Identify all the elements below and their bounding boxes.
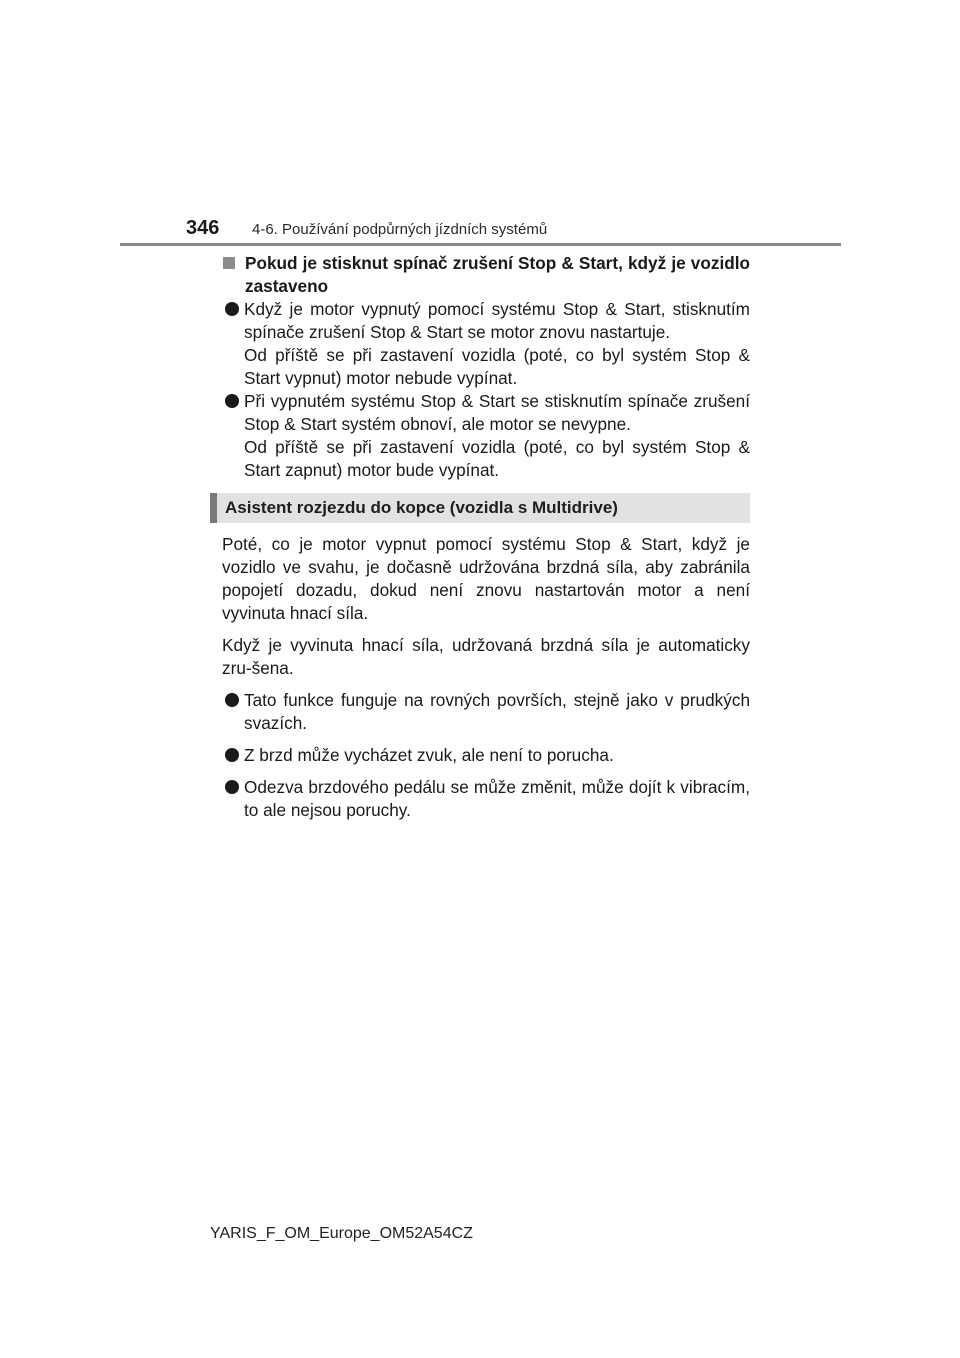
section-title-bar bbox=[210, 493, 750, 523]
list-item-text: Když je motor vypnutý pomocí systému Stop & Start, stisknutím spínače zrušení Stop & Start se motor znovu nastartuje. bbox=[244, 299, 750, 342]
bullet-icon bbox=[225, 693, 239, 707]
list-item-text: Odezva brzdového pedálu se může změnit, může dojít k vibracím, to ale nejsou poruchy. bbox=[244, 777, 750, 820]
list-item-text: Z brzd může vycházet zvuk, ale není to porucha. bbox=[244, 745, 614, 765]
list-item bbox=[222, 689, 750, 735]
document-code: YARIS_F_OM_Europe_OM52A54CZ bbox=[210, 1225, 473, 1242]
list-item-text: Tato funkce funguje na rovných površích, stejně jako v prudkých svazích. bbox=[244, 690, 750, 733]
paragraph: Když je vyvinuta hnací síla, udržovaná brzdná síla je automaticky zru-šena. bbox=[222, 635, 750, 678]
page-content bbox=[222, 252, 750, 822]
paragraph: Poté, co je motor vypnut pomocí systému Stop & Start, když je vozidlo ve svahu, je dočasně udržována brzdná síla, aby zabránila popojetí dozadu, dokud není znovu nastartován motor a není vyvinuta hnací síla. bbox=[222, 534, 750, 623]
page-number: 346 bbox=[186, 217, 220, 239]
list-item-text: Při vypnutém systému Stop & Start se stisknutím spínače zrušení Stop & Start systém obnoví, ale motor se nevypne. bbox=[244, 391, 750, 434]
header-rule bbox=[120, 243, 841, 246]
bullet-icon bbox=[225, 780, 239, 794]
section-header-title: 4-6. Používání podpůrných jízdních systémů bbox=[252, 221, 548, 238]
subsection-heading-text: Pokud je stisknut spínač zrušení Stop & Start, když je vozidlo zastaveno bbox=[245, 253, 750, 296]
list-item bbox=[222, 298, 750, 390]
square-bullet-icon bbox=[223, 257, 235, 269]
list-item-note: Od příště se při zastavení vozidla (poté, co byl systém Stop & Start zapnut) motor bude vypínat. bbox=[244, 437, 750, 480]
subsection-heading bbox=[222, 252, 750, 298]
list-item bbox=[222, 744, 750, 767]
section-bar-accent bbox=[210, 493, 217, 523]
list-item bbox=[222, 390, 750, 482]
list-item-note: Od příště se při zastavení vozidla (poté, co byl systém Stop & Start vypnut) motor nebude vypínat. bbox=[244, 345, 750, 388]
list-item bbox=[222, 776, 750, 822]
bullet-icon bbox=[225, 748, 239, 762]
bullet-icon bbox=[225, 302, 239, 316]
bullet-icon bbox=[225, 394, 239, 408]
section-title: Asistent rozjezdu do kopce (vozidla s Multidrive) bbox=[225, 498, 618, 517]
